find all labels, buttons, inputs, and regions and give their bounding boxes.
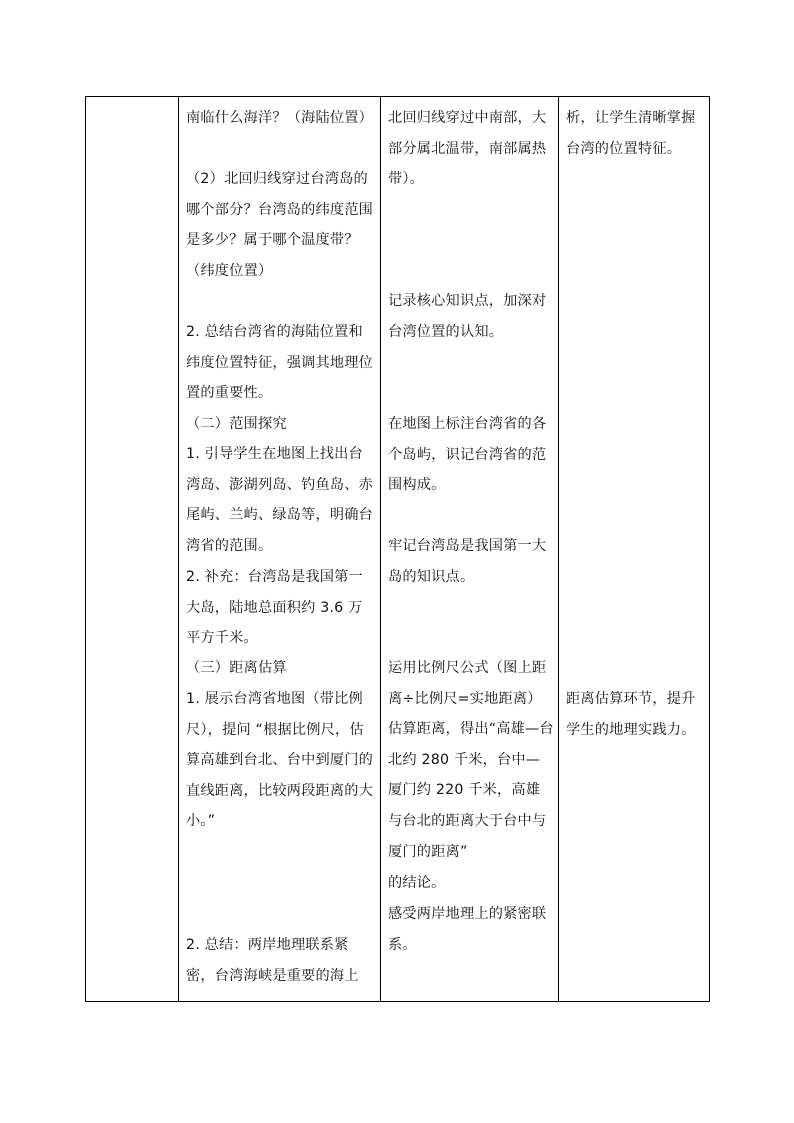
col3-paragraph: 在地图上标注台湾省的各个岛屿，识记台湾省的范围构成。: [388, 416, 547, 494]
col4-paragraph: 距离估算环节，提升学生的地理实践力。: [566, 691, 696, 738]
col2-paragraph: 1. 展示台湾省地图（带比例尺），提问 “根据比例尺，估算高雄到台北、台中到厦门的直线距离，比较两段距离的大小。”: [186, 691, 374, 830]
col2-paragraph: 1. 引导学生在地图上找出台湾岛、澎湖列岛、钓鱼岛、赤尾屿、兰屿、绿岛等，明确台湾省的范围。: [186, 446, 374, 554]
lesson-plan-table: [85, 96, 710, 1002]
col3-paragraph: 感受两岸地理上的紧密联系。: [388, 906, 547, 953]
col2-paragraph: 2. 总结台湾省的海陆位置和纬度位置特征，强调其地理位置的重要性。: [186, 324, 374, 402]
col3-paragraph: 北回归线穿过中南部，大部分属北温带，南部属热带）。: [388, 110, 547, 188]
col3-paragraph: 运用比例尺公式（图上距离÷比例尺=实地距离）估算距离，得出“高雄—台北约 280 千米，台中—厦门约 220 千米，高雄与台北的距离大于台中与厦门的距离”: [388, 660, 554, 860]
col2-paragraph: （2）北回归线穿过台湾岛的哪个部分？台湾岛的纬度范围是多少？属于哪个温度带？（纬度位置）: [186, 171, 374, 279]
col2-paragraph: （二）范围探究: [186, 416, 287, 432]
stage-cell: [86, 97, 179, 1002]
col2-paragraph: 南临什么海洋？（海陆位置）: [186, 110, 374, 126]
table-row: [86, 97, 710, 1002]
col3-paragraph: 记录核心知识点，加深对台湾位置的认知。: [388, 293, 547, 340]
teacher-activity-cell: [179, 97, 381, 1002]
col3-paragraph: 牢记台湾岛是我国第一大岛的知识点。: [388, 538, 547, 585]
student-activity-cell: [381, 97, 559, 1002]
col2-paragraph: （三）距离估算: [186, 660, 287, 676]
col4-paragraph: 析，让学生清晰掌握台湾的位置特征。: [566, 110, 696, 157]
col3-paragraph: 的结论。: [388, 875, 446, 891]
col2-paragraph: 2. 补充：台湾岛是我国第一大岛，陆地总面积约 3.6 万平方千米。: [186, 569, 363, 647]
design-intent-cell: [559, 97, 710, 1002]
col2-paragraph: 2. 总结：两岸地理联系紧密，台湾海峡是重要的海上: [186, 937, 359, 984]
